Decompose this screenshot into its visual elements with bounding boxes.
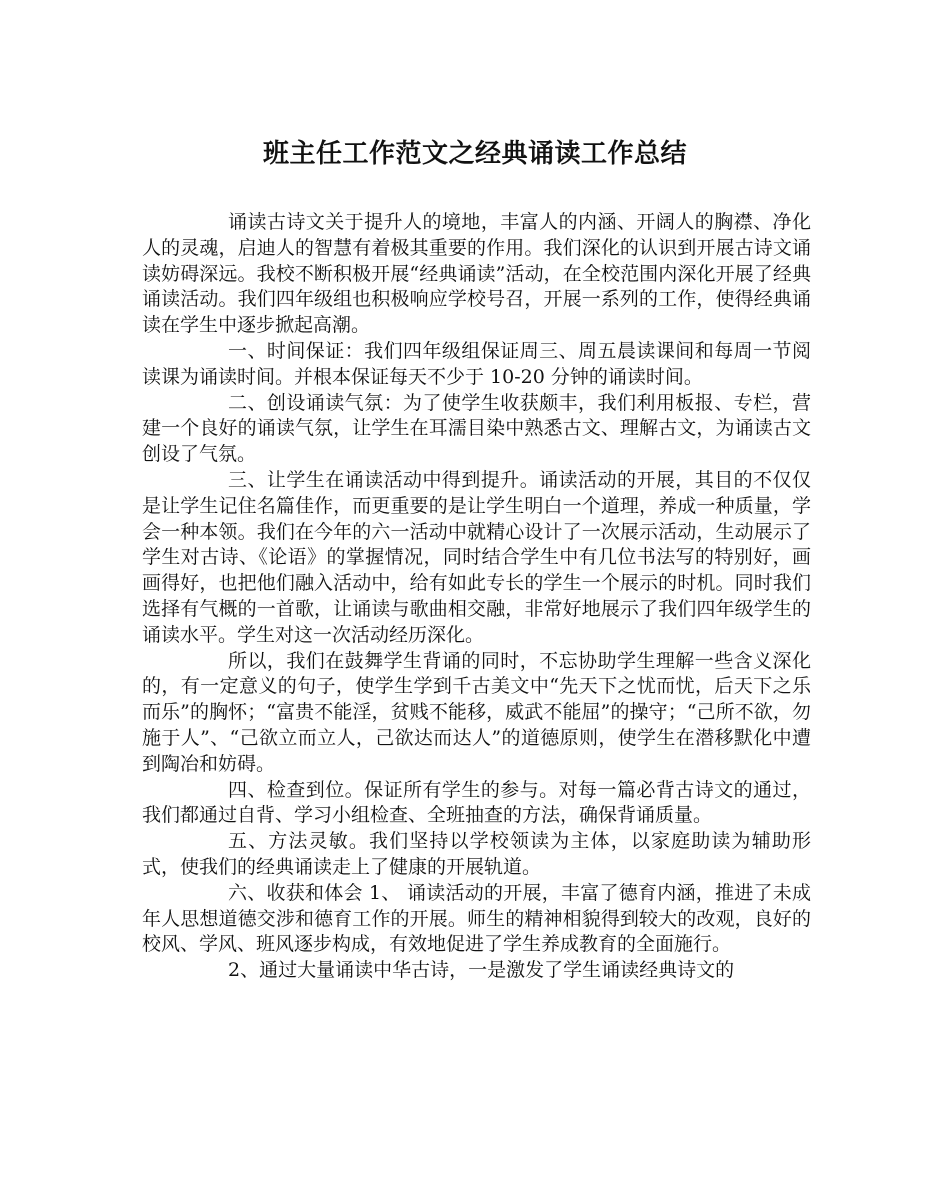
paragraph-results-2: 2、通过大量诵读中华古诗，一是激发了学生诵读经典诗文的 [228,959,735,982]
paragraph-methods: 五、方法灵敏。我们坚持以学校领读为主体，以家庭助读为辅助形式，使我们的经典诵读走上了健康的开展轨道。 [142,830,811,878]
paragraph-results-1: 六、收获和体会 1、 诵读活动的开展，丰富了德育内涵，推进了未成年人思想道德交涉和德育工作的开展。师生的精神相貌得到较大的改观，良好的校风、学风、班风逐步构成，有效地促进了学生养成教育的全面施行。 [142,881,811,956]
document-body [142,210,811,984]
paragraph-understanding: 所以，我们在鼓舞学生背诵的同时，不忘协助学生理解一些含义深化的，有一定意义的句子，使学生学到千古美文中“先天下之忧而忧，后天下之乐而乐”的胸怀；“富贵不能淫，贫贱不能移，威武不能屈”的操守；“己所不欲，勿施于人”、“己欲立而立人，己欲达而达人”的道德原则，使学生在潜移默化中遭到陶冶和妨碍。 [142,649,811,775]
paragraph-improvement: 三、让学生在诵读活动中得到提升。诵读活动的开展，其目的不仅仅是让学生记住名篇佳作，而更重要的是让学生明白一个道理，养成一种质量，学会一种本领。我们在今年的六一活动中就精心设计了一次展示活动，生动展示了学生对古诗、《论语》的掌握情况，同时结合学生中有几位书法写的特别好，画画得好，也把他们融入活动中，给有如此专长的学生一个展示的时机。同时我们选择有气概的一首歌，让诵读与歌曲相交融，非常好地展示了我们四年级学生的诵读水平。学生对这一次活动经历深化。 [142,468,811,646]
paragraph-atmosphere: 二、创设诵读气氛：为了使学生收获颇丰，我们利用板报、专栏，营建一个良好的诵读气氛，让学生在耳濡目染中熟悉古文、理解古文，为诵读古文创设了气氛。 [142,391,811,466]
paragraph-intro: 诵读古诗文关于提升人的境地，丰富人的内涵、开阔人的胸襟、净化人的灵魂，启迪人的智慧有着极其重要的作用。我们深化的认识到开展古诗文诵读妨碍深远。我校不断积极开展“经典诵读”活动，在全校范围内深化开展了经典诵读活动。我们四年级组也积极响应学校号召，开展一系列的工作，使得经典诵读在学生中逐步掀起高潮。 [142,211,811,337]
document-title: 班主任工作范文之经典诵读工作总结 [262,139,687,169]
paragraph-inspection: 四、检查到位。保证所有学生的参与。对每一篇必背古诗文的通过，我们都通过自背、学习小组检查、全班抽查的方法，确保背诵质量。 [142,778,811,827]
paragraph-time-guarantee: 一、时间保证：我们四年级组保证周三、周五晨读课间和每周一节阅读课为诵读时间。并根本保证每天不少于 10-20 分钟的诵读时间。 [142,339,811,388]
